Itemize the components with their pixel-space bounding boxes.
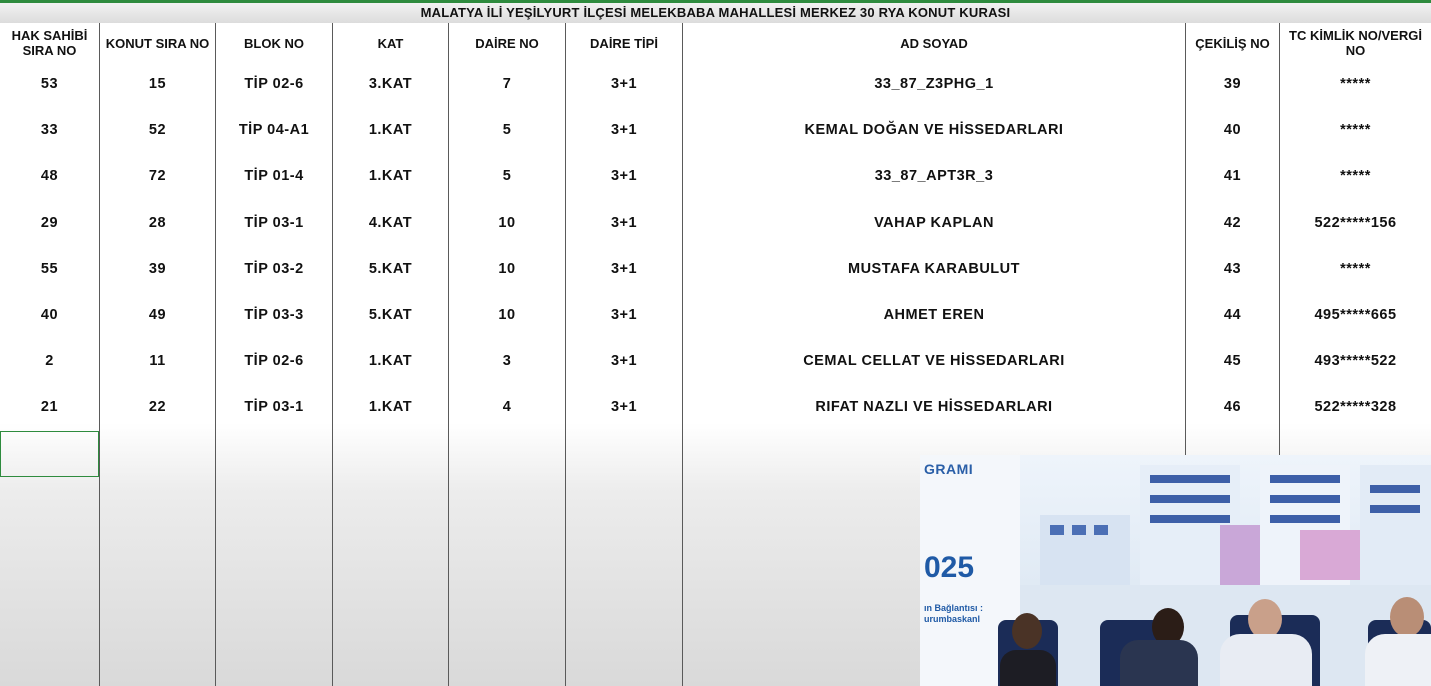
table-cell-konut-sira[interactable]: 49: [148, 307, 167, 323]
table-cell-kat[interactable]: 1.KAT: [368, 122, 413, 139]
table-cell-cekilis-no[interactable]: 42: [1223, 214, 1242, 231]
table-cell-daire-no[interactable]: 7: [502, 76, 512, 92]
table-cell-kat[interactable]: 3.KAT: [368, 76, 413, 92]
table-cell-cekilis-no[interactable]: 41: [1223, 168, 1242, 185]
table-cell-daire-tipi[interactable]: 3+1: [610, 168, 638, 185]
table-cell-tc-kimlik[interactable]: 495*****665: [1314, 307, 1397, 323]
table-cell-konut-sira[interactable]: 15: [148, 76, 167, 92]
table-cell-daire-tipi[interactable]: 3+1: [610, 399, 638, 416]
column-header-ad-soyad[interactable]: AD SOYAD: [900, 35, 968, 51]
person-head: [1012, 613, 1042, 649]
column-header-daire-no[interactable]: DAİRE NO: [475, 35, 539, 51]
table-cell-tc-kimlik[interactable]: *****: [1340, 260, 1371, 277]
table-cell-konut-sira[interactable]: 72: [148, 168, 167, 185]
table-cell-cekilis-no[interactable]: 39: [1223, 76, 1242, 92]
table-cell-hak-sahibi[interactable]: 48: [40, 168, 59, 185]
person: [1120, 640, 1198, 686]
table-cell-hak-sahibi[interactable]: 29: [40, 214, 59, 231]
table-cell-daire-tipi[interactable]: 3+1: [610, 353, 638, 370]
table-cell-tc-kimlik[interactable]: 522*****156: [1314, 214, 1397, 231]
table-cell-tc-kimlik[interactable]: *****: [1340, 76, 1371, 92]
table-cell-tc-kimlik[interactable]: *****: [1340, 122, 1371, 139]
column-header-daire-tipi[interactable]: DAİRE TİPİ: [590, 35, 658, 51]
table-cell-hak-sahibi[interactable]: 2: [45, 353, 54, 370]
table-cell-tc-kimlik[interactable]: 522*****328: [1314, 399, 1397, 416]
column-header-cekilis-no[interactable]: ÇEKİLİŞ NO: [1195, 35, 1270, 51]
person: [1000, 650, 1056, 686]
table-cell-cekilis-no[interactable]: 45: [1223, 353, 1242, 370]
table-cell-konut-sira[interactable]: 11: [149, 353, 166, 370]
table-cell-kat[interactable]: 4.KAT: [368, 214, 413, 231]
table-cell-blok[interactable]: TİP 03-3: [244, 307, 304, 323]
person: [1220, 634, 1312, 686]
table-cell-hak-sahibi[interactable]: 55: [40, 260, 59, 277]
table-cell-hak-sahibi[interactable]: 40: [40, 307, 59, 323]
table-cell-ad-soyad[interactable]: CEMAL CELLAT VE HİSSEDARLARI: [803, 353, 1065, 370]
table-cell-ad-soyad[interactable]: KEMAL DOĞAN VE HİSSEDARLARI: [804, 122, 1064, 139]
banner-year: 025: [924, 551, 975, 584]
video-overlay: [920, 455, 1431, 686]
column-header-blok[interactable]: BLOK NO: [244, 35, 304, 51]
table-cell-cekilis-no[interactable]: 40: [1223, 122, 1242, 139]
table-cell-kat[interactable]: 1.KAT: [368, 168, 413, 185]
table-cell-daire-tipi[interactable]: 3+1: [610, 260, 638, 277]
table-cell-daire-no[interactable]: 10: [498, 260, 516, 277]
banner-text: GRAMI: [924, 461, 974, 477]
person-head: [1248, 599, 1282, 639]
table-cell-kat[interactable]: 1.KAT: [368, 399, 413, 416]
table-cell-ad-soyad[interactable]: MUSTAFA KARABULUT: [847, 260, 1020, 277]
column-header-kat[interactable]: KAT: [377, 35, 404, 51]
column-header-tc-kimlik[interactable]: TC KİMLİK NO/VERGİ NO: [1289, 28, 1422, 58]
column-header-hak-sahibi[interactable]: HAK SAHİBİ SIRA NO: [11, 28, 88, 58]
banner-link-text-2: urumbaskanl: [924, 614, 981, 624]
table-cell-kat[interactable]: 5.KAT: [368, 307, 413, 323]
table-cell-konut-sira[interactable]: 22: [148, 399, 167, 416]
table-cell-blok[interactable]: TİP 02-6: [244, 76, 304, 92]
table-cell-blok[interactable]: TİP 04-A1: [238, 122, 310, 139]
table-cell-kat[interactable]: 1.KAT: [368, 353, 413, 370]
table-cell-ad-soyad[interactable]: RIFAT NAZLI VE HİSSEDARLARI: [815, 399, 1053, 416]
table-cell-cekilis-no[interactable]: 44: [1223, 307, 1242, 323]
table-cell-hak-sahibi[interactable]: 53: [40, 76, 59, 92]
table-cell-blok[interactable]: TİP 03-1: [244, 214, 304, 231]
table-cell-kat[interactable]: 5.KAT: [368, 260, 413, 277]
column-header-konut-sira[interactable]: KONUT SIRA NO: [105, 35, 210, 51]
table-cell-blok[interactable]: TİP 02-6: [244, 353, 304, 370]
table-cell-daire-tipi[interactable]: 3+1: [610, 307, 638, 323]
table-cell-tc-kimlik[interactable]: 493*****522: [1314, 353, 1397, 370]
table-cell-daire-no[interactable]: 4: [502, 399, 512, 416]
table-cell-konut-sira[interactable]: 28: [148, 214, 167, 231]
selected-cell[interactable]: [0, 431, 99, 477]
table-cell-cekilis-no[interactable]: 43: [1223, 260, 1242, 277]
table-cell-ad-soyad[interactable]: 33_87_APT3R_3: [874, 168, 994, 185]
table-cell-cekilis-no[interactable]: 46: [1223, 399, 1242, 416]
table-cell-ad-soyad[interactable]: VAHAP KAPLAN: [874, 214, 994, 231]
table-cell-daire-tipi[interactable]: 3+1: [610, 214, 638, 231]
table-cell-blok[interactable]: TİP 03-1: [244, 399, 304, 416]
table-cell-ad-soyad[interactable]: AHMET EREN: [883, 307, 985, 323]
banner-link: [924, 603, 983, 625]
table-cell-konut-sira[interactable]: 39: [148, 260, 167, 277]
table-cell-daire-no[interactable]: 3: [502, 353, 512, 370]
page-title: MALATYA İLİ YEŞİLYURT İLÇESİ MELEKBABA MAHALLESİ MERKEZ 30 RYA KONUT KURASI: [0, 3, 1431, 23]
table-cell-hak-sahibi[interactable]: 21: [40, 399, 59, 416]
table-cell-blok[interactable]: TİP 03-2: [244, 260, 304, 277]
table-cell-ad-soyad[interactable]: 33_87_Z3PHG_1: [874, 76, 994, 92]
table-cell-daire-no[interactable]: 10: [498, 214, 516, 231]
table-cell-konut-sira[interactable]: 52: [148, 122, 167, 139]
table-cell-daire-no[interactable]: 5: [502, 122, 512, 139]
table-cell-daire-tipi[interactable]: 3+1: [610, 76, 638, 92]
table-cell-blok[interactable]: TİP 01-4: [244, 168, 304, 185]
table-cell-daire-tipi[interactable]: 3+1: [610, 122, 638, 139]
table-cell-daire-no[interactable]: 5: [502, 168, 512, 185]
person: [1365, 634, 1431, 686]
person-head: [1390, 597, 1424, 637]
banner-link-text: ın Bağlantısı :: [924, 603, 984, 613]
table-cell-tc-kimlik[interactable]: *****: [1340, 168, 1371, 185]
table-cell-daire-no[interactable]: 10: [498, 307, 516, 323]
table-cell-hak-sahibi[interactable]: 33: [40, 122, 59, 139]
